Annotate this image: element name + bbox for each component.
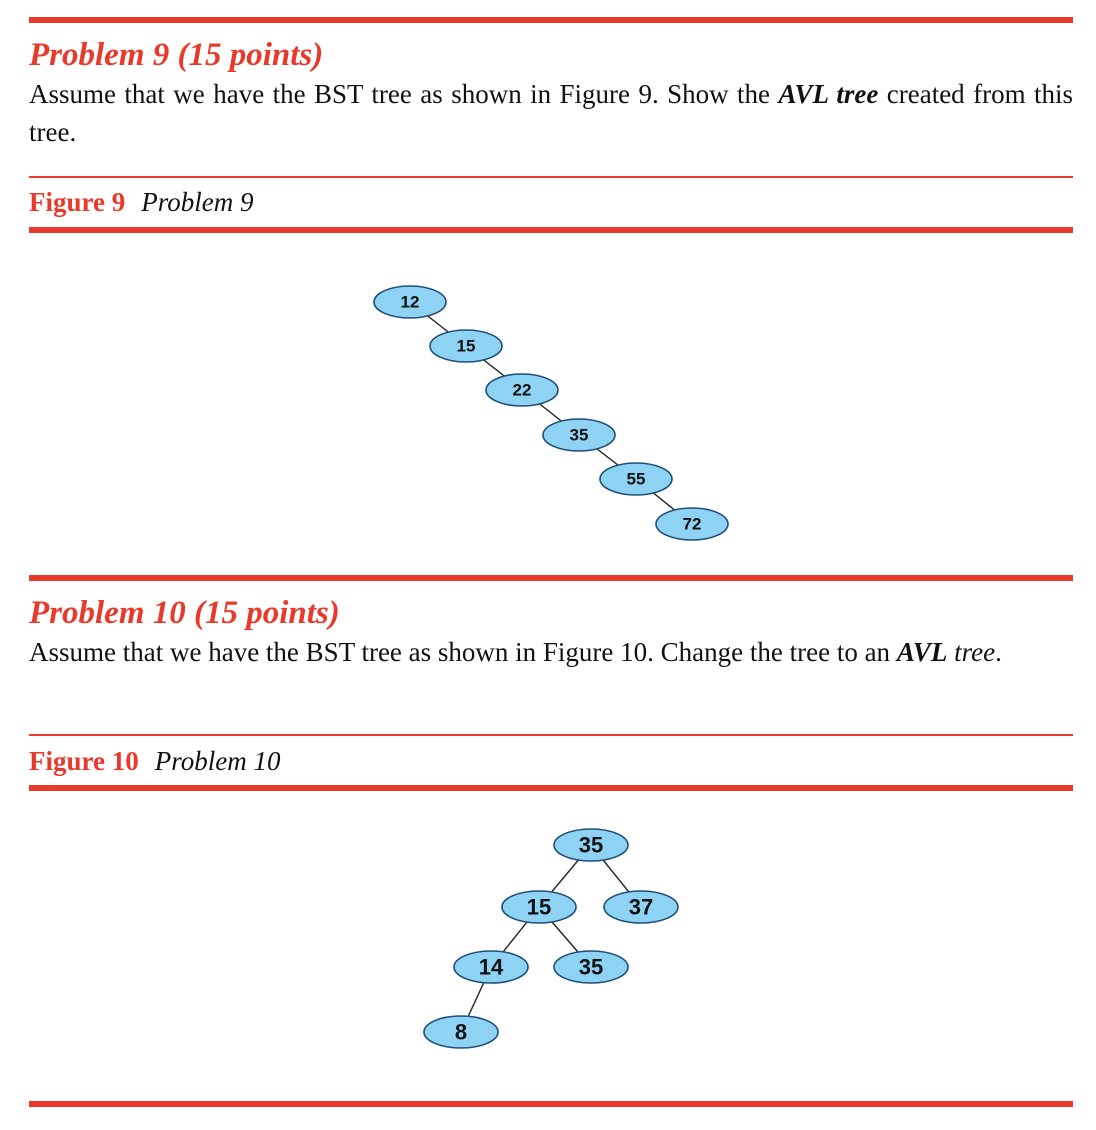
figure-9-node-label: 55 (626, 469, 646, 489)
figure-10-number: Figure 10 (29, 746, 139, 776)
figure-9-title: Problem 9 (141, 187, 254, 217)
figure-10-node (502, 891, 576, 923)
figure-9-node-label: 72 (682, 514, 702, 534)
problem-10-heading: Problem 10 (15 points) (29, 595, 340, 631)
figure-10-node-label: 37 (628, 894, 654, 920)
figure-10-node-label: 15 (526, 894, 552, 920)
problem-9-text: Assume that we have the BST tree as shown in Figure 9. Show the AVL tree created from this tree. (29, 79, 1074, 147)
figure-9-node-label: 35 (569, 425, 589, 445)
figure-10-node (554, 951, 628, 983)
figure-9-node (374, 286, 446, 318)
figure-9-number: Figure 9 (29, 187, 126, 217)
figure-10-node-label: 35 (578, 832, 604, 858)
figure-9-node-label: 15 (456, 336, 476, 356)
figure-10-node (604, 891, 678, 923)
figure-10-node-label: 8 (454, 1019, 468, 1045)
figure-9-node (543, 419, 615, 451)
figure-9-node (656, 508, 728, 540)
figure-10-node (424, 1016, 498, 1048)
figure-9-node-label: 22 (512, 380, 532, 400)
problem-9-heading: Problem 9 (15 points) (29, 37, 324, 73)
figure-10-node (554, 829, 628, 861)
figure-10-title: Problem 10 (154, 746, 281, 776)
figure-10-node-label: 14 (478, 954, 504, 980)
figure-9-node (430, 330, 502, 362)
figure-10-node-label: 35 (578, 954, 604, 980)
figure-9-node (600, 463, 672, 495)
figure-10-node (454, 951, 528, 983)
figure-9-node (486, 374, 558, 406)
figure-9-node-label: 12 (400, 292, 420, 312)
problem-10-text: Assume that we have the BST tree as shown in Figure 10. Change the tree to an AVL tree. (29, 637, 1002, 667)
